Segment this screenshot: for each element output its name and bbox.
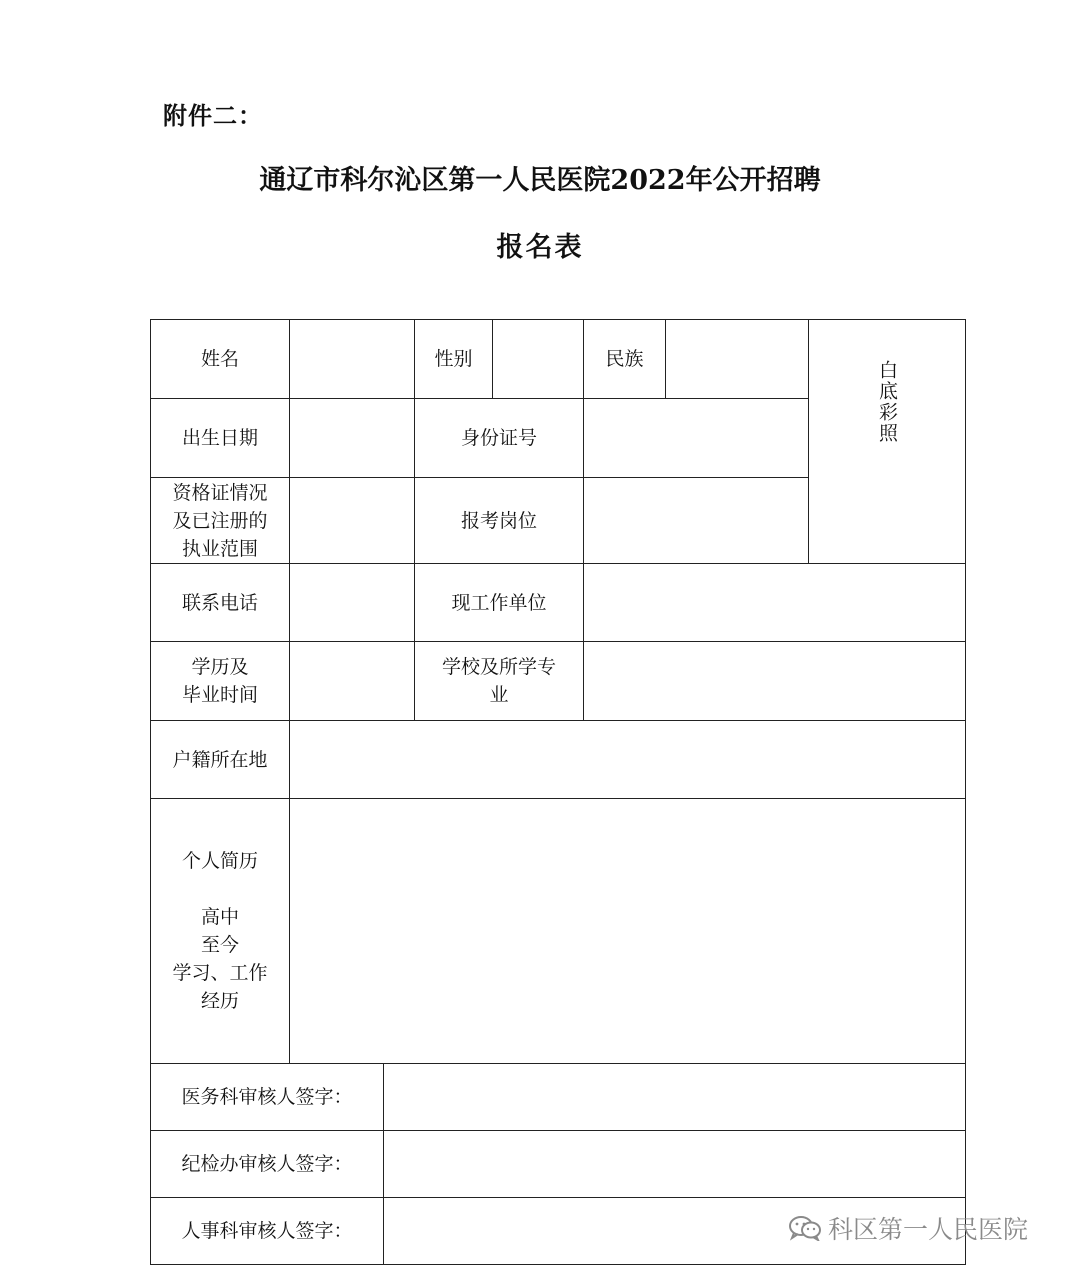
gender-label: 性别 bbox=[414, 319, 493, 399]
qualification-field[interactable] bbox=[289, 477, 415, 564]
discipline-review-signature[interactable] bbox=[383, 1130, 966, 1198]
phone-label: 联系电话 bbox=[150, 563, 290, 642]
birth-date-field[interactable] bbox=[289, 398, 415, 478]
gender-field[interactable] bbox=[492, 319, 584, 399]
ethnicity-field[interactable] bbox=[665, 319, 809, 399]
watermark bbox=[788, 1210, 1028, 1246]
education-label: 学历及 毕业时间 bbox=[150, 641, 290, 721]
resume-label: 个人简历 高中 至今 学习、工作 经历 bbox=[150, 798, 290, 1064]
id-number-field[interactable] bbox=[583, 398, 809, 478]
attachment-label: 附件二： bbox=[163, 101, 263, 130]
position-label: 报考岗位 bbox=[414, 477, 584, 564]
hr-review-label: 人事科审核人签字： bbox=[150, 1197, 384, 1265]
birth-date-label: 出生日期 bbox=[150, 398, 290, 478]
name-label: 姓名 bbox=[150, 319, 290, 399]
employer-field[interactable] bbox=[583, 563, 966, 642]
watermark-text: 科区第一人民医院 bbox=[828, 1215, 1029, 1244]
discipline-review-label: 纪检办审核人签字： bbox=[150, 1130, 384, 1198]
employer-label: 现工作单位 bbox=[414, 563, 584, 642]
education-field[interactable] bbox=[289, 641, 415, 721]
wechat-icon bbox=[788, 1215, 822, 1241]
hukou-label: 户籍所在地 bbox=[150, 720, 290, 799]
hukou-field[interactable] bbox=[289, 720, 966, 799]
school-major-label: 学校及所学专 业 bbox=[414, 641, 584, 721]
id-number-label: 身份证号 bbox=[414, 398, 584, 478]
medical-review-signature[interactable] bbox=[383, 1063, 966, 1131]
form-title: 通辽市科尔沁区第一人民医院2022年公开招聘 bbox=[259, 165, 821, 196]
qualification-label: 资格证情况 及已注册的 执业范围 bbox=[150, 477, 290, 564]
ethnicity-label: 民族 bbox=[583, 319, 666, 399]
school-major-field[interactable] bbox=[583, 641, 966, 721]
medical-review-label: 医务科审核人签字： bbox=[150, 1063, 384, 1131]
resume-field[interactable] bbox=[289, 798, 966, 1064]
photo-label: 白底彩照 bbox=[876, 359, 898, 444]
form-subtitle: 报名表 bbox=[496, 232, 584, 263]
photo-box[interactable] bbox=[808, 319, 966, 564]
name-field[interactable] bbox=[289, 319, 415, 399]
phone-field[interactable] bbox=[289, 563, 415, 642]
position-field[interactable] bbox=[583, 477, 809, 564]
